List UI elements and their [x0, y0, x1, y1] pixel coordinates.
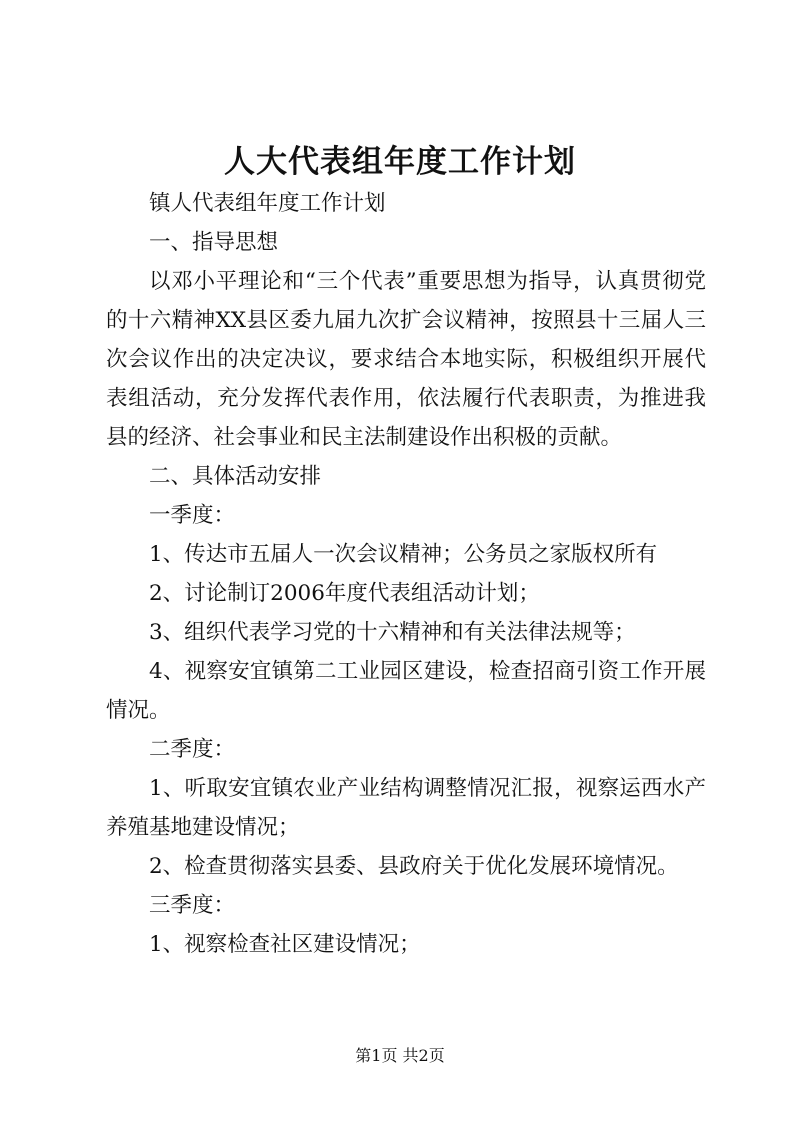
- paragraph-guiding-thought: 以邓小平理论和“三个代表”重要思想为指导，认真贯彻党的十六精神XX县区委九届九次扩会议精神，按照县十三届人三次会议作出的决定决议，要求结合本地实际，积极组织开展代表组活动，充分发挥代表作用，依法履行代表职责，为推进我县的经济、社会事业和民主法制建设作出积极的贡献。: [106, 269, 706, 450]
- document-body: [106, 184, 706, 964]
- heading-third-quarter: 三季度：: [149, 893, 236, 918]
- list-item-q1-2: 2、讨论制订2006年度代表组活动计划；: [149, 581, 540, 606]
- page-footer: 第1页 共2页: [355, 1046, 445, 1065]
- paragraph-subtitle: 镇人代表组年度工作计划: [149, 191, 386, 216]
- list-item-q2-2: 2、检查贯彻落实县委、县政府关于优化发展环境情况。: [149, 854, 679, 879]
- list-item-q1-3: 3、组织代表学习党的十六精神和有关法律法规等；: [149, 620, 636, 645]
- list-item-q1-1: 1、传达市五届人一次会议精神；公务员之家版权所有: [149, 542, 658, 567]
- heading-guiding-thought: 一、指导思想: [149, 230, 279, 255]
- heading-second-quarter: 二季度：: [149, 737, 236, 762]
- heading-activity-arrangement: 二、具体活动安排: [149, 464, 322, 489]
- list-item-q1-4: 4、视察安宜镇第二工业园区建设，检查招商引资工作开展情况。: [106, 659, 706, 723]
- list-item-q2-1: 1、听取安宜镇农业产业结构调整情况汇报，视察运西水产养殖基地建设情况；: [106, 776, 706, 840]
- document-title: 人大代表组年度工作计划: [224, 144, 576, 180]
- heading-first-quarter: 一季度：: [149, 503, 236, 528]
- list-item-q3-1: 1、视察检查社区建设情况；: [149, 932, 421, 957]
